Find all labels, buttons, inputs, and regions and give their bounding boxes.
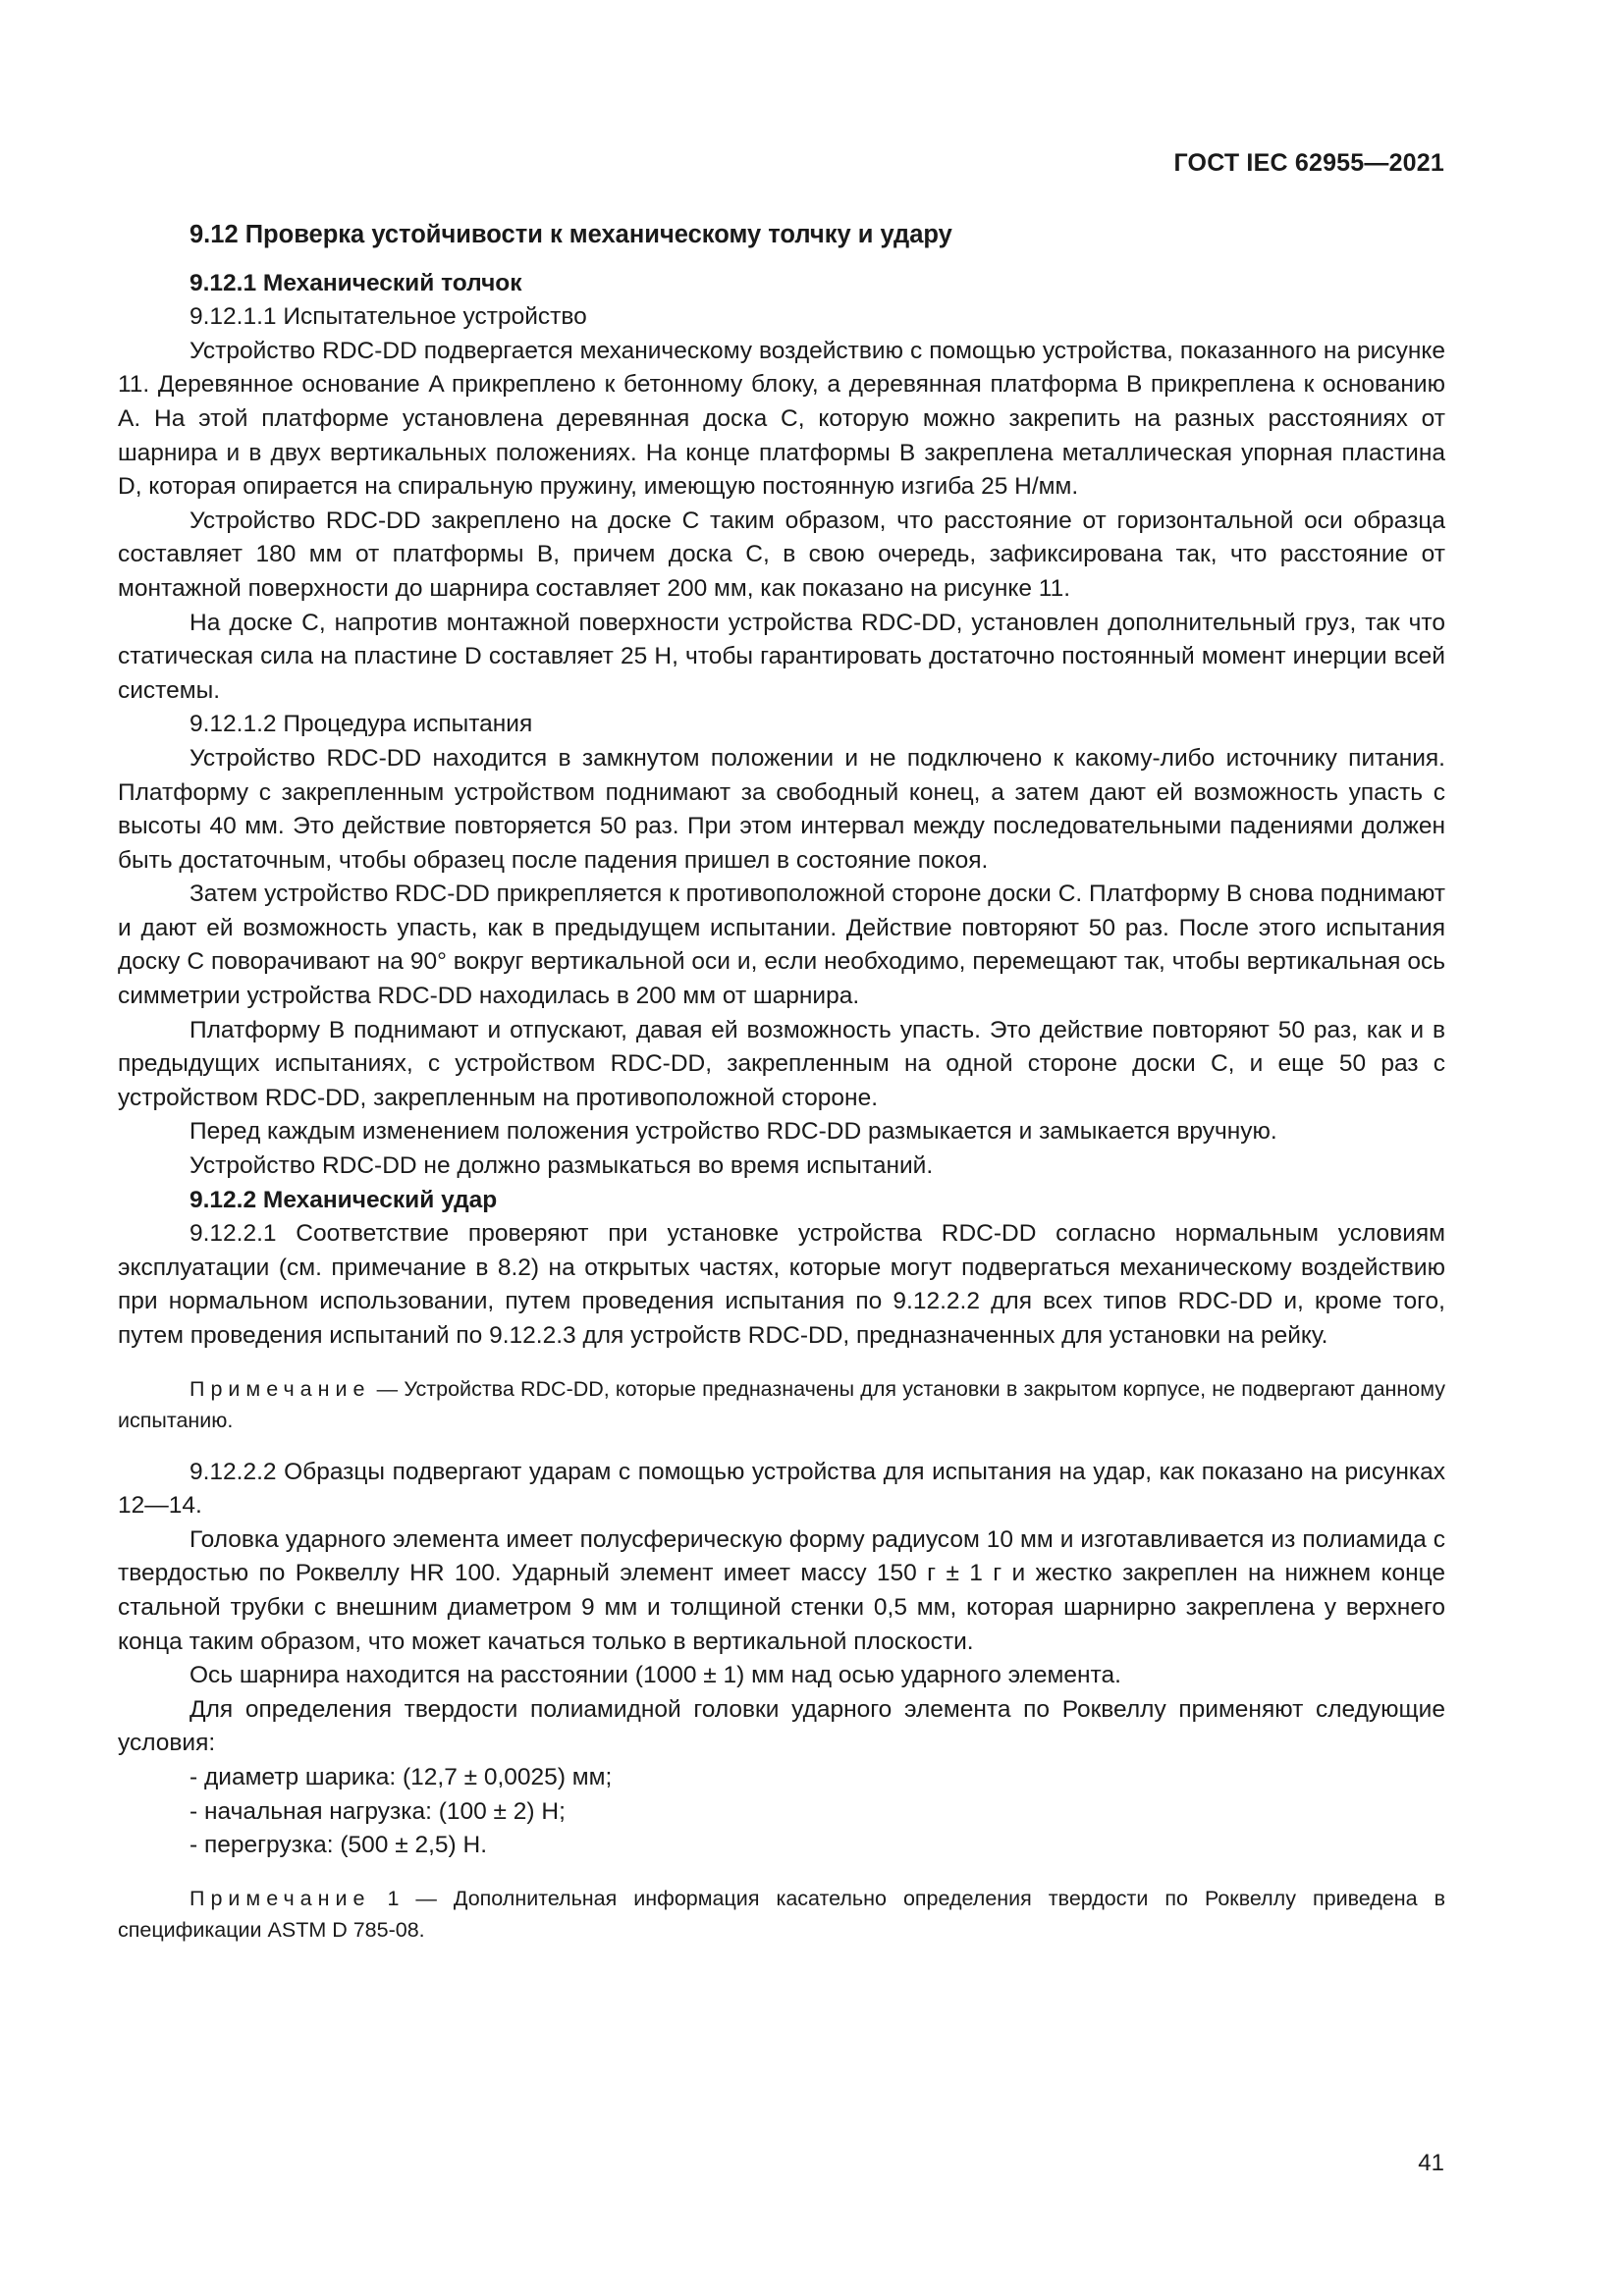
note-label: Примечание [189,1376,371,1401]
document-body [118,218,1445,1965]
paragraph: Головка ударного элемента имеет полусферическую форму радиусом 10 мм и изготавливается из полиамида с твердостью по Роквеллу HR 100. Ударный элемент имеет массу 150 г ± 1 г и жестко закреплен на нижнем конце стальной трубки с внешним диаметром 9 мм и толщиной стенки 0,5 мм, которая шарнирно закреплена у верхнего конца таким образом, что может качаться только в вертикальной плоскости. [118,1525,1445,1655]
paragraph: На доске C, напротив монтажной поверхности устройства RDC-DD, установлен дополнительный груз, так что статическая сила на пластине D составляет 25 Н, чтобы гарантировать достаточно постоянный момент инерции всей системы. [118,609,1445,704]
paragraph: Перед каждым изменением положения устройство RDC-DD размыкается и замыкается вручную. [189,1118,1277,1146]
conditions-list [118,1761,1445,1863]
note-text: 1 — Дополнительная информация касательно определения твердости по Роквеллу приведена в спецификации ASTM D 785-08. [118,1886,1445,1942]
paragraph: Платформу B поднимают и отпускают, давая ей возможность упасть. Это действие повторяют 50 раз, как и в предыдущих испытаниях, с устройством RDC-DD, закрепленным на одной стороне доски C, и еще 50 раз с устройством RDC-DD, закрепленным на противоположной стороне. [118,1016,1445,1111]
document-header: ГОСТ IEC 62955—2021 [1173,149,1444,177]
paragraph: 9.12.2.1 Соответствие проверяют при установке устройства RDC-DD согласно нормальным условиям эксплуатации (см. примечание в 8.2) на открытых частях, которые могут подвергаться механическому воздействию при нормальном использовании, путем проведения испытания по 9.12.2.2 для всех типов RDC-DD и, кроме того, путем проведения испытаний по 9.12.2.3 для устройств RDC-DD, предназначенных для установки на рейку. [118,1220,1445,1349]
paragraph: Для определения твердости полиамидной головки ударного элемента по Роквеллу применяют следующие условия: [118,1695,1445,1757]
note [118,1373,1445,1436]
section-heading: 9.12 Проверка устойчивости к механическому толчку и удару [189,221,952,248]
clause-title: 9.12.1.1 Испытательное устройство [189,303,587,331]
list-item: - диаметр шарика: (12,7 ± 0,0025) мм; [189,1761,1445,1795]
subsection-heading: 9.12.2 Механический удар [189,1186,498,1213]
paragraph: Ось шарнира находится на расстоянии (1000 ± 1) мм над осью ударного элемента. [189,1662,1121,1689]
page-number: 41 [1418,2150,1444,2176]
list-item: - начальная нагрузка: (100 ± 2) Н; [189,1795,1445,1830]
note [118,1883,1445,1946]
list-item: - перегрузка: (500 ± 2,5) Н. [189,1829,1445,1863]
subsection-heading: 9.12.1 Механический толчок [189,269,522,296]
note-label: Примечание [189,1886,371,1910]
paragraph: Устройство RDC-DD закреплено на доске C таким образом, что расстояние от горизонтальной оси образца составляет 180 мм от платформы B, причем доска C, в свою очередь, зафиксирована так, что расстояние от монтажной поверхности до шарнира составляет 200 мм, как показано на рисунке 11. [118,507,1445,602]
paragraph: Затем устройство RDC-DD прикрепляется к противоположной стороне доски C. Платформу B снова поднимают и дают ей возможность упасть, как в предыдущем испытании. Действие повторяют 50 раз. После этого испытания доску C поворачивают на 90° вокруг вертикальной оси и, если необходимо, перемещают так, чтобы вертикальная ось симметрии устройства RDC-DD находилась в 200 мм от шарнира. [118,881,1445,1010]
paragraph: Устройство RDC-DD находится в замкнутом положении и не подключено к какому-либо источнику питания. Платформу с закрепленным устройством поднимают за свободный конец, а затем дают ей возможность упасть с высоты 40 мм. Это действие повторяется 50 раз. При этом интервал между последовательными падениями должен быть достаточным, чтобы образец после падения пришел в состояние покоя. [118,744,1445,874]
paragraph: Устройство RDC-DD подвергается механическому воздействию с помощью устройства, показанного на рисунке 11. Деревянное основание A прикреплено к бетонному блоку, а деревянная платформа B прикреплена к основанию A. На этой платформе установлена деревянная доска C, которую можно закрепить на разных расстояниях от шарнира и в двух вертикальных положениях. На конце платформы B закреплена металлическая упорная пластина D, которая опирается на спиральную пружину, имеющую постоянную изгиба 25 Н/мм. [118,337,1445,501]
paragraph: Устройство RDC-DD не должно размыкаться во время испытаний. [189,1152,934,1180]
clause-title: 9.12.1.2 Процедура испытания [189,711,533,738]
paragraph: 9.12.2.2 Образцы подвергают ударам с помощью устройства для испытания на удар, как показано на рисунках 12—14. [118,1458,1445,1520]
note-text: — Устройства RDC-DD, которые предназначены для установки в закрытом корпусе, не подвергают данному испытанию. [118,1376,1445,1432]
